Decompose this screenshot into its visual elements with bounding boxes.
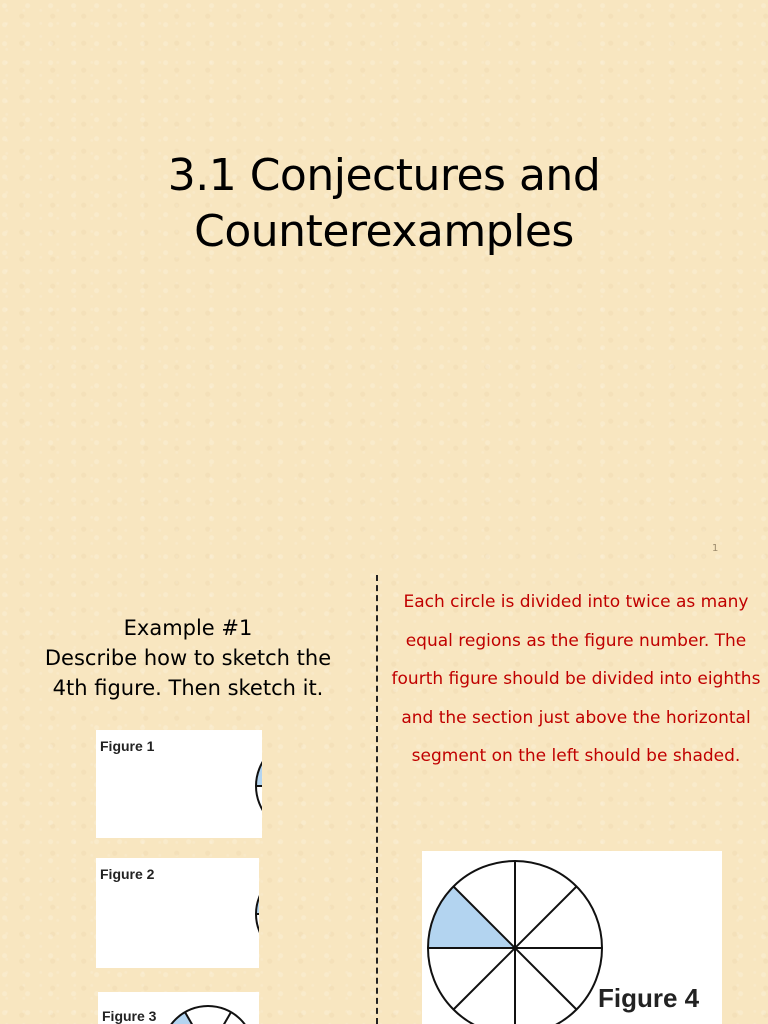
figure-1-card (96, 730, 262, 838)
answer-text: Each circle is divided into twice as many equal regions as the figure number. The fourth figure should be divided into eighths and the section just above the horizontal segment on the left should be shaded. (391, 592, 761, 767)
figure-3-card (98, 992, 259, 1024)
example-prompt-line-1: Describe how to sketch the (44, 646, 332, 670)
figure-3-label: Figure 3 (102, 1008, 157, 1024)
dashed-divider (376, 575, 378, 1024)
figure-2-card (96, 858, 259, 968)
example-prompt-line-2: 4th figure. Then sketch it. (52, 676, 324, 700)
figure-4-label: Figure 4 (598, 983, 700, 1013)
figure-2-label: Figure 2 (100, 866, 155, 882)
figure-1-label: Figure 1 (100, 738, 155, 754)
example-block (0, 613, 376, 703)
figure-4-card (422, 851, 722, 1024)
page-number: 1 (712, 543, 719, 554)
slide-title-line-1: 3.1 Conjectures and (167, 150, 601, 201)
shaded-region (428, 886, 515, 948)
example-heading: Example #1 (123, 616, 253, 640)
slide-title-line-2: Counterexamples (194, 206, 574, 257)
slide-title (0, 148, 768, 260)
